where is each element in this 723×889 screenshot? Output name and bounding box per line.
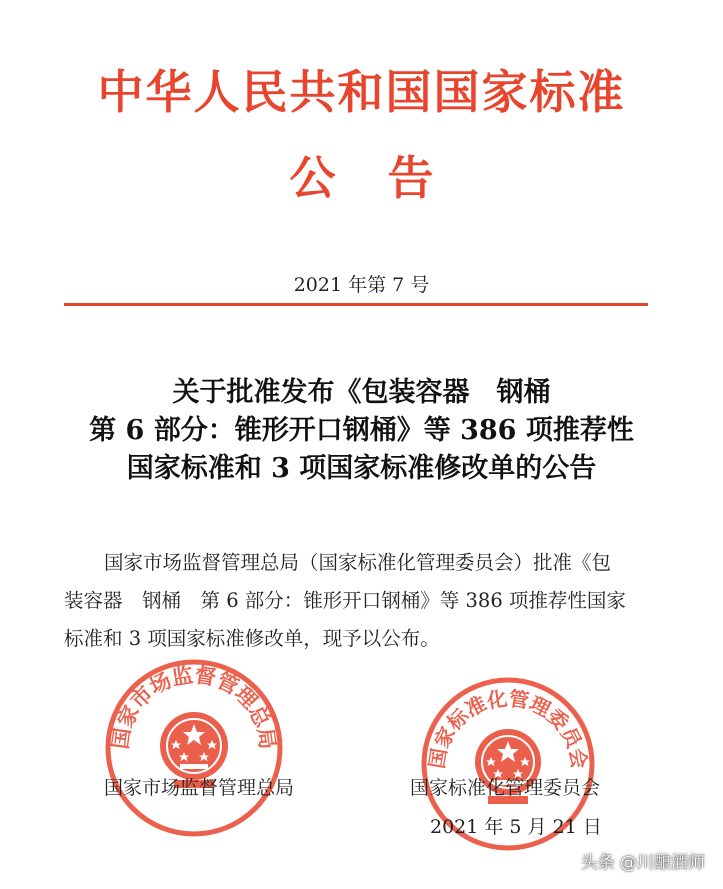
issuer-left: 国家市场监督管理总局	[104, 777, 295, 799]
issuer-right: 国家标准化管理委员会	[410, 777, 601, 799]
seal-left-text: 国家市场监督管理总局	[107, 661, 281, 751]
body-line: 标准和 3 项国家标准修改单，现予以公布。	[64, 627, 440, 650]
body-line: 装容器 钢桶 第 6 部分：锥形开口钢桶》等 386 项推荐性国家	[64, 589, 626, 612]
issue-date: 2021 年 5 月 21 日	[430, 816, 602, 838]
announcement-body	[64, 544, 664, 658]
heading-line: 国家标准和 3 项国家标准修改单的公告	[126, 453, 597, 484]
announcement-heading	[40, 374, 683, 488]
watermark: 头条 @川酿酒师	[580, 853, 705, 873]
standard-title: 中华人民共和国国家标准	[97, 65, 626, 119]
notice-title: 公告	[289, 151, 486, 205]
heading-line: 第 6 部分：锥形开口钢桶》等 386 项推荐性	[89, 415, 634, 446]
issue-number: 2021 年第 7 号	[293, 274, 430, 296]
body-line: 国家市场监督管理总局（国家标准化管理委员会）批准《包	[104, 551, 612, 574]
seal-right-text: 国家标准化管理委员会	[424, 686, 592, 771]
heading-line: 关于批准发布《包装容器 钢桶	[172, 377, 551, 408]
official-seal-left	[104, 658, 284, 838]
red-divider	[64, 303, 648, 306]
